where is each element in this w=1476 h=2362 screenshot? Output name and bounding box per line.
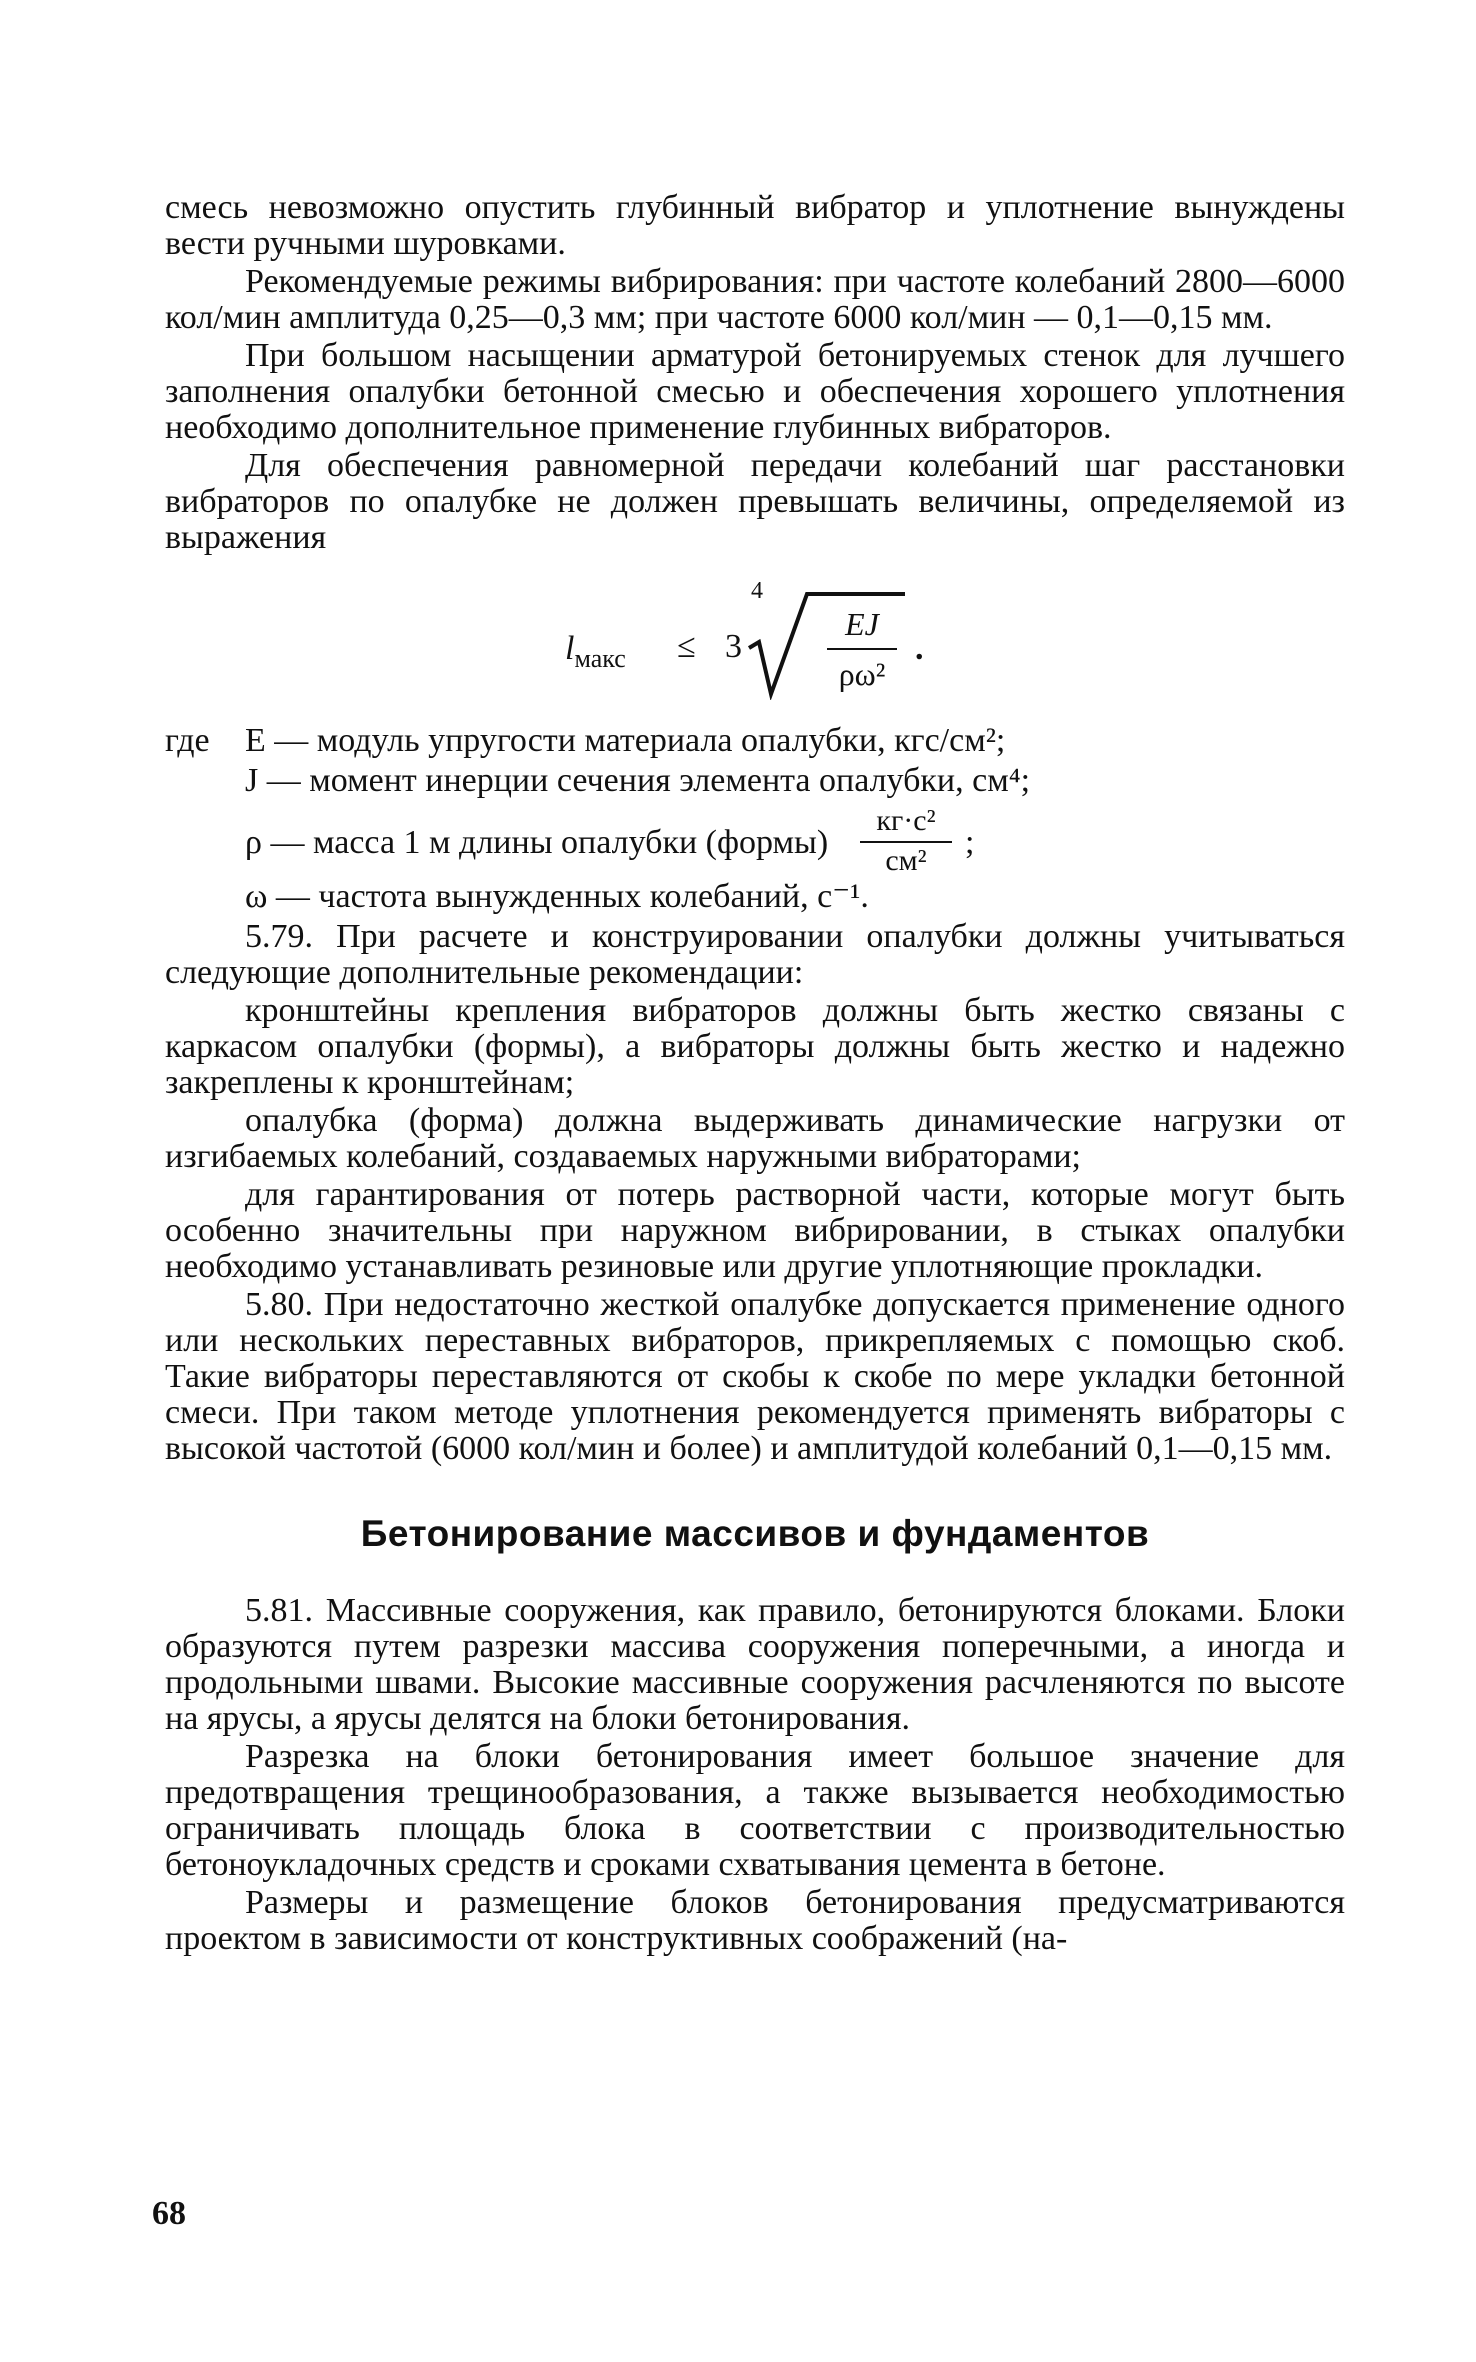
formula-relation: ≤ — [677, 628, 696, 665]
paragraph: Рекомендуемые режимы вибрирования: при частоте колебаний 2800—6000 кол/мин амплитуда 0,25—0,3 мм; при частоте 6000 кол/мин — 0,1—0,15 мм. — [165, 263, 1345, 336]
paragraph: Разрезка на блоки бетонирования имеет большое значение для предотвращения трещинообразования, а также вызывается необходимостью ограничивать площадь блока в соответствии с производительностью бетоноукладочных средств и сроками схватывания цемента в бетоне. — [165, 1738, 1345, 1883]
rho-units-numerator: кг·с² — [876, 804, 936, 837]
definition-J: J — момент инерции сечения элемента опалубки, см⁴; — [245, 762, 1031, 799]
paragraph: При большом насыщении арматурой бетонируемых стенок для лучшего заполнения опалубки бетонной смесью и обеспечения хорошего уплотнения необходимо дополнительное применение глубинных вибраторов. — [165, 337, 1345, 446]
page-content — [165, 190, 1345, 1959]
rho-units-fraction — [860, 803, 952, 879]
formula-numerator: EJ — [845, 606, 879, 642]
formula-end: . — [915, 630, 924, 667]
definition-row — [165, 723, 1345, 763]
definition-row — [165, 763, 1345, 803]
paragraph: для гарантирования от потерь растворной части, которые могут быть особенно значительны при наружном вибрировании, в стыках опалубки необходимо устанавливать резиновые или другие уплотняющие прокладки. — [165, 1176, 1345, 1285]
paragraph: Размеры и размещение блоков бетонирования предусматриваются проектом в зависимости от конструктивных соображений (на- — [165, 1884, 1345, 1957]
rho-end: ; — [965, 824, 975, 861]
definition-row — [165, 879, 1345, 919]
definition-rho: ρ — масса 1 м длины опалубки (формы) — [245, 824, 829, 861]
section-heading: Бетонирование массивов и фундаментов — [360, 1513, 1150, 1554]
paragraph: 5.81. Массивные сооружения, как правило, бетонируются блоками. Блоки образуются путем разрезки массива сооружения поперечными, а иногда и продольными швами. Высокие массивные сооружения расчленяются по высоте на ярусы, а ярусы делятся на блоки бетонирования. — [165, 1592, 1345, 1737]
definition-E: E — модуль упругости материала опалубки, кгс/см²; — [245, 722, 1006, 759]
paragraph: 5.79. При расчете и конструировании опалубки должны учитываться следующие дополнительные рекомендации: — [165, 918, 1345, 991]
where-word: где — [165, 722, 210, 759]
page-number: 68 — [152, 2195, 186, 2232]
definition-omega: ω — частота вынужденных колебаний, с⁻¹. — [245, 878, 869, 915]
where-definitions — [165, 723, 1345, 919]
paragraph: опалубка (форма) должна выдерживать динамические нагрузки от изгибаемых колебаний, создаваемых наружными вибраторами; — [165, 1102, 1345, 1175]
formula-block — [165, 558, 1345, 713]
definition-row — [165, 803, 1345, 879]
paragraph: смесь невозможно опустить глубинный вибратор и уплотнение вынуждены вести ручными шуровками. — [165, 189, 1345, 262]
formula-fraction-bar — [827, 648, 897, 650]
paragraph: Для обеспечения равномерной передачи колебаний шаг расстановки вибраторов по опалубке не должен превышать величины, определяемой из выражения — [165, 447, 1345, 556]
paragraph: 5.80. При недостаточно жесткой опалубке допускается применение одного или нескольких переставных вибраторов, прикрепляемых с помощью скоб. Такие вибраторы переставляются от скобы к скобе по мере укладки бетонной смеси. При таком методе уплотнения рекомендуется применять вибраторы с высокой частотой (6000 кол/мин и более) и амплитудой колебаний 0,1—0,15 мм. — [165, 1286, 1345, 1467]
formula-coefficient: 3 — [725, 628, 742, 665]
paragraph: кронштейны крепления вибраторов должны быть жестко связаны с каркасом опалубки (формы), а вибраторы должны быть жестко и надежно закреплены к кронштейнам; — [165, 992, 1345, 1101]
formula-l-max — [565, 578, 985, 718]
formula-lhs: $l_{макс}$ — [565, 630, 626, 673]
formula-denominator: ρω² — [838, 656, 886, 692]
formula-root-index: 4 — [751, 578, 763, 604]
rho-units-denominator: см² — [885, 844, 927, 877]
